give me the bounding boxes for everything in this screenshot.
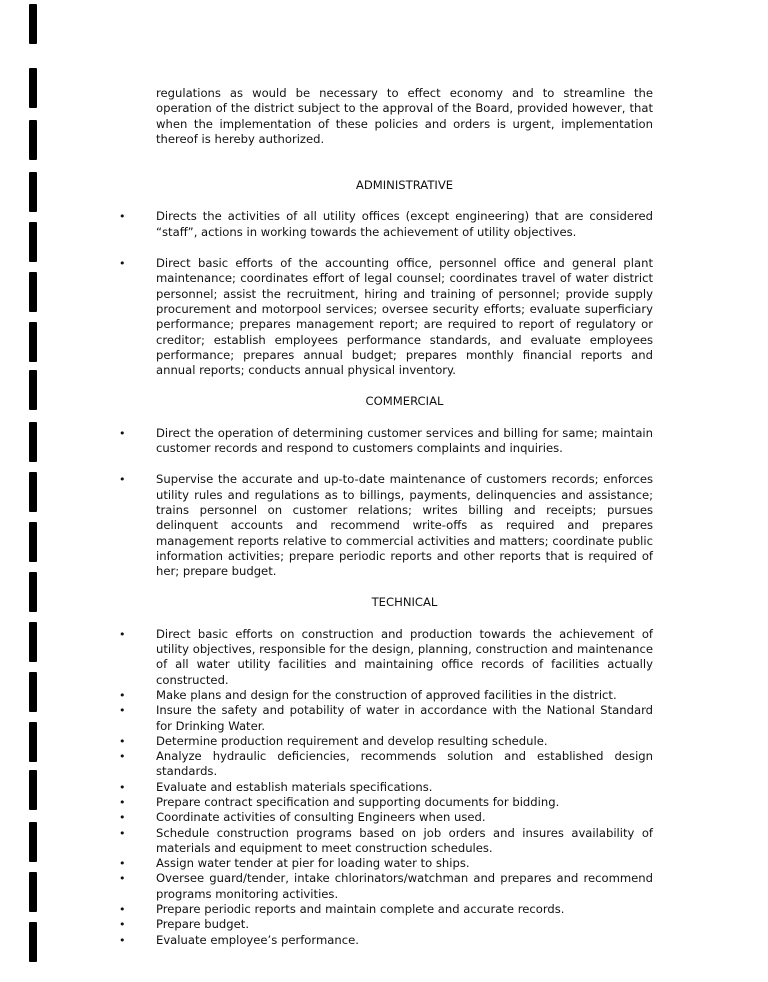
binding-hole	[29, 822, 37, 862]
bullet-icon: •	[119, 688, 126, 702]
technical-list	[119, 626, 653, 948]
list-item-text: Make plans and design for the construction of approved facilities in the district.	[156, 687, 617, 702]
bullet-icon: •	[119, 780, 126, 794]
list-item	[119, 871, 653, 902]
binding-holes-strip	[25, 0, 39, 982]
binding-hole	[29, 68, 37, 108]
bullet-icon: •	[119, 795, 126, 809]
commercial-heading: COMMERCIAL	[365, 394, 444, 409]
bullet-icon: •	[119, 857, 126, 871]
list-item-text: Supervise the accurate and up-to-date maintenance of customers records; enforces utility rules and regulations as to billings, payments, delinquencies and assistance; trains personnel on customer relations; writes billing and receipts; pursues delinquent accounts and recommend write-offs as required and prepares management reports relative to commercial activities and matters; coordinate public information activities; prepare periodic reports and other reports that is required of her; prepare budget.	[156, 472, 653, 579]
bullet-icon: •	[119, 811, 126, 825]
bullet-icon: •	[119, 903, 126, 917]
binding-hole	[29, 722, 37, 762]
binding-hole	[29, 222, 37, 262]
binding-hole	[29, 370, 37, 410]
list-item	[119, 687, 653, 703]
bullet-icon: •	[119, 627, 126, 641]
list-item	[119, 749, 653, 780]
administrative-list	[119, 209, 653, 378]
list-item	[119, 794, 653, 810]
list-item-text: Evaluate and establish materials specifications.	[156, 779, 433, 794]
list-item	[119, 472, 653, 579]
list-item-text: Oversee guard/tender, intake chlorinators/watchman and prepares and recommend programs monitoring activities.	[156, 871, 653, 901]
list-item	[119, 256, 653, 378]
binding-hole	[29, 522, 37, 562]
binding-hole	[29, 4, 37, 44]
binding-hole	[29, 672, 37, 712]
list-item	[119, 703, 653, 734]
technical-heading: TECHNICAL	[371, 595, 438, 610]
list-item-text: Assign water tender at pier for loading water to ships.	[156, 856, 470, 871]
binding-hole	[29, 472, 37, 512]
list-item	[119, 425, 653, 457]
administrative-heading: ADMINISTRATIVE	[355, 178, 454, 193]
binding-hole	[29, 622, 37, 662]
list-item	[119, 209, 653, 240]
binding-hole	[29, 922, 37, 962]
list-item-text: Determine production requirement and develop resulting schedule.	[156, 733, 548, 748]
list-item	[119, 902, 653, 917]
commercial-section	[119, 394, 653, 579]
list-item	[119, 779, 653, 795]
intro-paragraph: regulations as would be necessary to effect economy and to streamline the operation of the district subject to the approval of the Board, provided however, that when the implementation of these policies and orders is urgent, implementation thereof is hereby authorized.	[156, 86, 653, 146]
list-item-text: Insure the safety and potability of water in accordance with the National Standard for Drinking Water.	[156, 703, 653, 733]
list-item-text: Direct basic efforts of the accounting office, personnel office and general plant maintenance; coordinates effort of legal counsel; coordinates travel of water district personnel; assist the recruitment, hiring and training of personnel; provide supply procurement and motorpool services; oversee security efforts; evaluate superficiary performance; prepares management report; are required to report of regulatory or creditor; establish employees performance standards, and evaluate employees performance; prepares annual budget; prepares monthly financial reports and annual reports; conducts annual physical inventory.	[156, 256, 653, 378]
list-item-text: Direct basic efforts on construction and production towards the achievement of utility objectives, responsible for the design, planning, construction and maintenance of all water utility facilities and maintaining office records of facilities actually constructed.	[156, 626, 653, 687]
bullet-icon: •	[119, 918, 126, 932]
list-item-text: Schedule construction programs based on job orders and insures availability of materials and equipment to meet construction schedules.	[156, 825, 653, 855]
list-item-text: Prepare contract specification and supporting documents for bidding.	[156, 794, 560, 809]
list-item	[119, 932, 653, 948]
list-item	[119, 733, 653, 749]
list-item	[119, 626, 653, 688]
list-item-text: Analyze hydraulic deficiencies, recommends solution and established design standards.	[156, 749, 653, 779]
list-item	[119, 825, 653, 857]
binding-hole	[29, 572, 37, 612]
bullet-icon: •	[119, 210, 126, 224]
binding-hole	[29, 322, 37, 362]
bullet-icon: •	[119, 750, 126, 764]
commercial-list	[119, 425, 653, 580]
binding-hole	[29, 422, 37, 462]
list-item	[119, 856, 653, 871]
list-item-text: Direct the operation of determining customer services and billing for same; maintain customer records and respond to customers complaints and inquiries.	[156, 425, 653, 456]
bullet-icon: •	[119, 734, 126, 748]
list-item	[119, 917, 653, 932]
bullet-icon: •	[119, 257, 126, 271]
binding-hole	[29, 120, 37, 160]
technical-section	[119, 595, 653, 948]
bullet-icon: •	[119, 872, 126, 886]
bullet-icon: •	[119, 426, 126, 440]
list-item-text: Evaluate employee’s performance.	[156, 932, 359, 947]
administrative-section	[119, 178, 653, 378]
list-item-text: Coordinate activities of consulting Engineers when used.	[156, 810, 486, 825]
binding-hole	[29, 872, 37, 912]
bullet-icon: •	[119, 826, 126, 840]
list-item-text: Directs the activities of all utility offices (except engineering) that are considered “staff”, actions in working towards the achievement of utility objectives.	[156, 209, 653, 239]
list-item	[119, 810, 653, 825]
binding-hole	[29, 272, 37, 312]
binding-hole	[29, 770, 37, 810]
bullet-icon: •	[119, 473, 126, 487]
binding-hole	[29, 172, 37, 212]
list-item-text: Prepare budget.	[156, 917, 250, 932]
document-body	[119, 86, 653, 948]
bullet-icon: •	[119, 933, 126, 947]
list-item-text: Prepare periodic reports and maintain complete and accurate records.	[156, 902, 565, 917]
bullet-icon: •	[119, 704, 126, 718]
